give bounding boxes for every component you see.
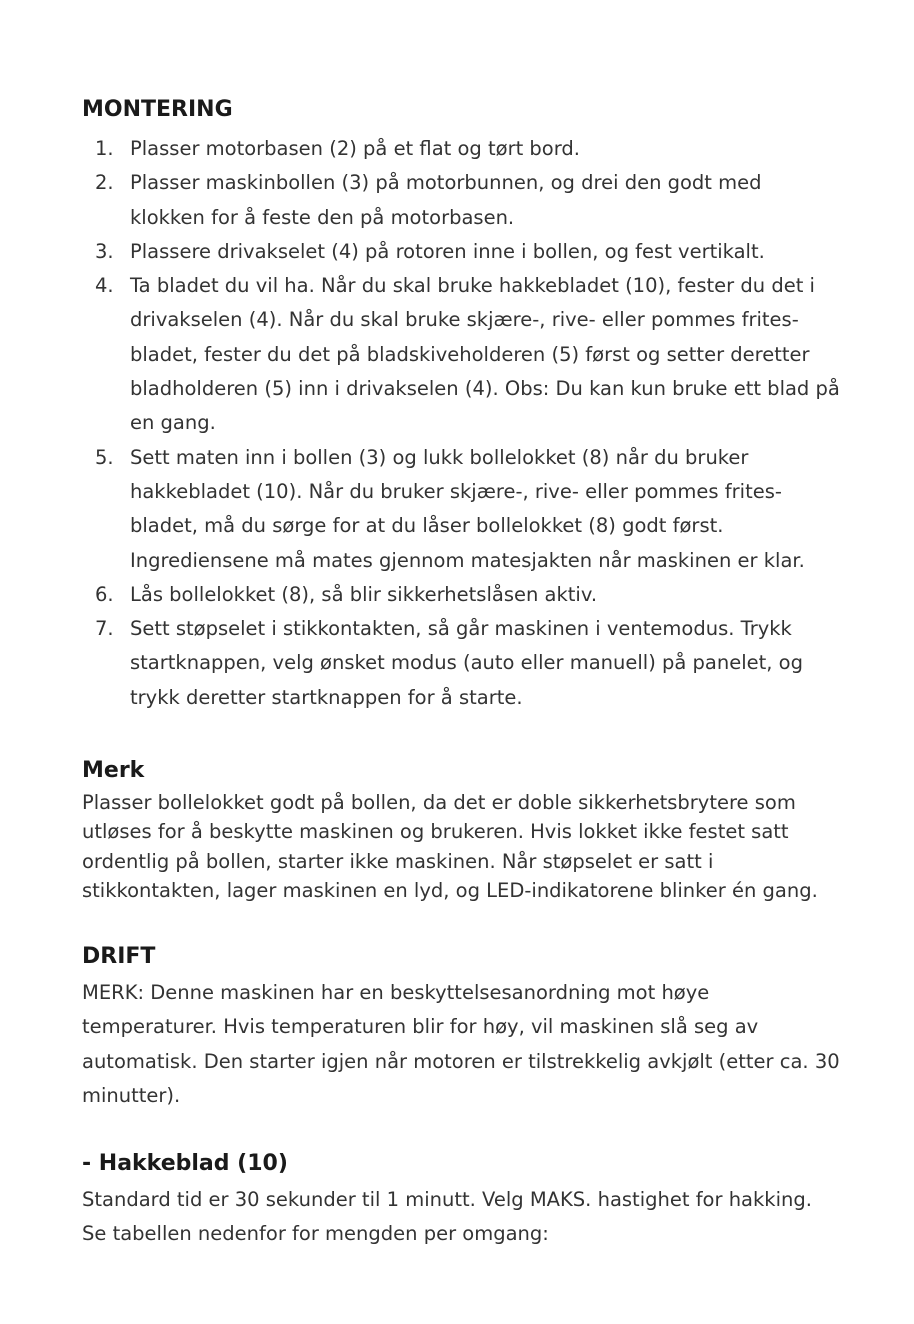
- list-item: [82, 132, 842, 166]
- step-text: Plasser maskinbollen (3) på motorbunnen, og drei den godt med klokken for å feste den på motorbasen.: [130, 171, 762, 229]
- montering-heading: MONTERING: [82, 97, 233, 122]
- step-number: 7.: [95, 617, 114, 641]
- step-text: Ta bladet du vil ha. Når du skal bruke hakkebladet (10), fester du det i drivakselen (4). Når du skal bruke skjære-, rive- eller pommes frites-bladet, fester du det på bladskiveholderen (5) først og setter deretter bladholderen (5) inn i drivakselen (4). Obs: Du kan kun bruke ett blad på en gang.: [130, 274, 840, 435]
- hakkeblad-paragraph: Standard tid er 30 sekunder til 1 minutt. Velg MAKS. hastighet for hakking. Se tabellen nedenfor for mengden per omgang:: [82, 1188, 812, 1246]
- montering-steps-list: [82, 132, 842, 715]
- step-text: Plassere drivakselet (4) på rotoren inne i bollen, og fest vertikalt.: [130, 239, 765, 263]
- step-number: 4.: [95, 274, 114, 298]
- merk-paragraph: Plasser bollelokket godt på bollen, da det er doble sikkerhetsbrytere som utløses for å beskytte maskinen og brukeren. Hvis lokket ikke festet satt ordentlig på bollen, starter ikke maskinen. Når støpselet er satt i stikkontakten, lager maskinen en lyd, og LED-indikatorene blinker én gang.: [82, 791, 818, 902]
- list-item: [82, 235, 842, 269]
- list-item: [82, 578, 842, 612]
- list-item: [82, 612, 842, 715]
- step-text: Sett maten inn i bollen (3) og lukk bollelokket (8) når du bruker hakkebladet (10). Når du bruker skjære-, rive- eller pommes frites-bladet, må du sørge for at du låser bollelokket (8) godt først. Ingrediensene må mates gjennom matesjakten når maskinen er klar.: [130, 445, 805, 572]
- hakkeblad-heading: - Hakkeblad (10): [82, 1151, 288, 1176]
- step-number: 2.: [95, 171, 114, 195]
- step-text: Sett støpselet i stikkontakten, så går maskinen i ventemodus. Trykk startknappen, velg ønsket modus (auto eller manuell) på panelet, og trykk deretter startknappen for å starte.: [130, 617, 803, 709]
- step-text: Lås bollelokket (8), så blir sikkerhetslåsen aktiv.: [130, 582, 598, 606]
- list-item: [82, 166, 842, 235]
- drift-paragraph: MERK: Denne maskinen har en beskyttelsesanordning mot høye temperaturer. Hvis temperaturen blir for høy, vil maskinen slå seg av automatisk. Den starter igjen når motoren er tilstrekkelig avkjølt (etter ca. 30 minutter).: [82, 981, 840, 1107]
- merk-heading: Merk: [82, 758, 145, 783]
- drift-heading: DRIFT: [82, 944, 156, 969]
- step-number: 3.: [95, 239, 114, 263]
- list-item: [82, 269, 842, 440]
- step-number: 6.: [95, 582, 114, 606]
- step-number: 1.: [95, 137, 114, 160]
- step-number: 5.: [95, 445, 114, 469]
- list-item: [82, 441, 842, 578]
- step-text: Plasser motorbasen (2) på et flat og tørt bord.: [130, 137, 580, 160]
